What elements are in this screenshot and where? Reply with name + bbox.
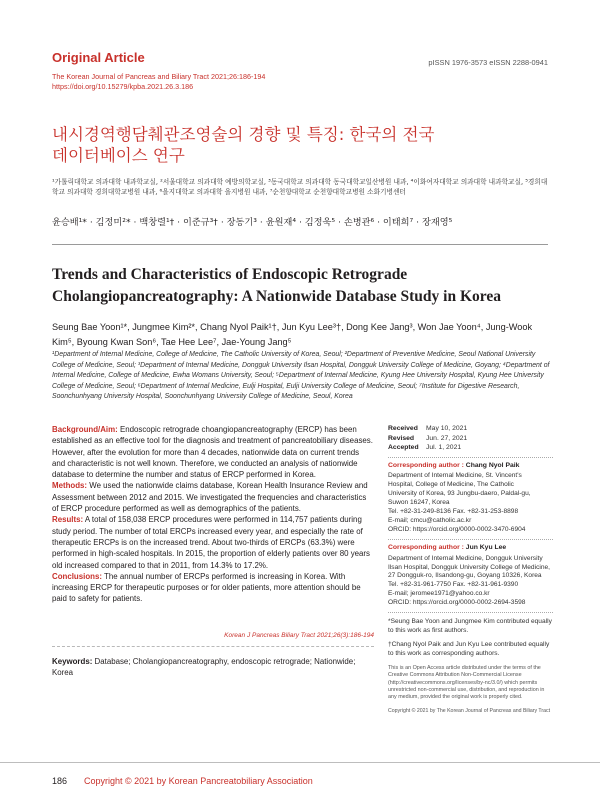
corresponding-author-2 <box>388 544 553 608</box>
abstract-background <box>52 424 374 480</box>
history-accepted <box>388 443 553 453</box>
abstract <box>52 424 374 605</box>
article-info-sidebar <box>388 424 553 715</box>
history-date: Jun. 27, 2021 <box>426 434 468 442</box>
abstract-citation: Korean J Pancreas Biliary Tract 2021;26(3):186-194 <box>224 632 374 639</box>
english-affiliation: ¹Department of Internal Medicine, College of Medicine, The Catholic University of Korea, Seoul; ²Department of Preventive Medicine, Seoul National University College of Medicine, Seoul; ³Department of Internal Medicine, Dongguk University Ilsan Hospital, Dongguk University College of Medicine, Goyang; ⁴Department of Internal Medicine, College of Medicine, Ewha Womans University, Seoul; ⁵Department of Internal Medicine, Kyung Hee University Hospital, Kyung Hee University College of Medicine, Seoul; ⁶Department of Internal Medicine, Eulji Hospital, Eulji University College of Medicine, Seoul; ⁷Institute for Digestive Research, Soonchunhyang University Hospital, Soonchunhyang University College of Medicine, Seoul, Korea <box>52 351 550 401</box>
keywords-label: Keywords: <box>52 657 93 666</box>
page-number: 186 <box>52 776 68 786</box>
abstract-results <box>52 514 374 570</box>
corresponding-label: Corresponding author : <box>388 461 466 469</box>
corresponding-label: Corresponding author : <box>388 543 466 551</box>
corr-line: Suwon 16247, Korea <box>388 499 450 507</box>
korean-title-line-1: 내시경역행담췌관조영술의 경향 및 특징: 한국의 전국 <box>52 125 435 144</box>
footer-divider <box>0 762 600 763</box>
corr-tel: Tel. +82-31-249-8136 Fax. +82-31-253-8898 <box>388 508 519 516</box>
korean-title-line-2: 데이터베이스 연구 <box>52 146 185 165</box>
article-type: Original Article <box>52 50 145 65</box>
conclusions-text: The annual number of ERCPs performed is increasing in Korea. With increasing ERCP for therapeutic purposes or for older patients, more attention should be paid to safety for patients. <box>52 571 361 604</box>
abstract-methods <box>52 480 374 514</box>
corr-email[interactable]: E-mail; jeromee1971@yahoo.co.kr <box>388 590 490 598</box>
history-label: Accepted <box>388 444 419 451</box>
sidebar-divider <box>388 539 553 540</box>
conclusions-label: Conclusions: <box>52 571 102 581</box>
section-divider <box>52 244 548 245</box>
results-label: Results: <box>52 515 84 525</box>
sidebar-copyright: Copyright © 2021 by The Korean Journal of Pancreas and Biliary Tract <box>388 707 551 714</box>
corr-orcid[interactable]: ORCID: https://orcid.org/0000-0002-2694-3598 <box>388 599 526 607</box>
results-text: A total of 158,038 ERCP procedures were performed in 114,757 patients during study period. The number of total ERCPs increased every year, and especially the rate of therapeutic ERCPs is on the increased trend. About two-thirds of ERCPs (63.3%) were performed in high-scaled hospitals. In 2015, the proportion of elderly patients over 80 years old increased compared to that in 2011, from 14.3% to 17.2%. <box>52 515 371 570</box>
methods-text: We used the nationwide claims database, Korean Health Insurance Review and Assessment between 2012 and 2015. We investigated the frequencies and characteristics of ERCP procedure performed as well as demographics of the patients. <box>52 481 368 514</box>
history-label: Received <box>388 425 418 432</box>
corr-orcid[interactable]: ORCID: https://orcid.org/0000-0002-3470-6904 <box>388 525 526 533</box>
corr-line: University of Korea, 93 Jungbu-daero, Paldal-gu, <box>388 490 531 498</box>
equal-contribution-note-2: †Chang Nyol Paik and Jun Kyu Lee contributed equally to this work as corresponding authors. <box>388 640 550 657</box>
corr-email[interactable]: E-mail; cmcu@catholic.ac.kr <box>388 516 472 524</box>
english-authors: Seung Bae Yoon¹*, Jungmee Kim²*, Chang Nyol Paik¹†, Jun Kyu Lee³†, Dong Kee Jang³, Won Jae Yoon⁴, Jung-Wook Kim⁵, Byoung Kwan Son⁶, Tae Hee Lee⁷, Jae-Young Jang⁵ <box>52 322 533 347</box>
keywords <box>52 656 374 679</box>
english-title: Trends and Characteristics of Endoscopic Retrograde Cholangiopancreatography: A Nationwide Database Study in Korea <box>52 266 501 305</box>
background-label: Background/Aim: <box>52 425 118 434</box>
corr-tel: Tel. +82-31-961-7750 Fax. +82-31-961-9390 <box>388 581 519 589</box>
footer-copyright: Copyright © 2021 by Korean Pancreatobiliary Association <box>84 776 313 786</box>
corr-line: Department of Internal Medicine, Dongguk University <box>388 554 543 562</box>
corresponding-name: Jun Kyu Lee <box>465 543 507 551</box>
history-date: May 10, 2021 <box>426 425 468 432</box>
background-text: Endoscopic retrograde choangiopancreatography (ERCP) has been established as an effective tool for the diagnosis and treatment of pancreatobiliary diseases. However, after the evolution for more than 4 decades, nationwide data on current trends and characteristic is not well known. Therefore, we conducted an analysis of nationwide database to determine the number and status of ERCP performed in Korea. <box>52 425 373 480</box>
korean-affiliation: ¹가톨릭대학교 의과대학 내과학교실, ²서울대학교 의과대학 예방의학교실, ³동국대학교 의과대학 동국대학교일산병원 내과, ⁴이화여자대학교 의과대학 내과학교실, ⁵경희대학교 의과대학 경희대학교병원 내과, ⁶을지대학교 의과대학 을지병원 내과, ⁷순천향대학교 순천향대학교병원 소화기병센터 <box>52 178 548 196</box>
open-access-notice: This is an Open Access article distributed under the terms of the Creative Commons Attribution Non-Commercial License (http://creativecommons.org/licenses/by-nc/3.0/) which permits unrestricted non-commercial use, distribution, and reproduction in any medium, provided the original work is properly cited. <box>388 664 545 701</box>
sidebar-divider <box>388 457 553 458</box>
corresponding-name: Chang Nyol Paik <box>465 461 520 469</box>
corr-line: Ilsan Hospital, Dongguk University College of Medicine, <box>388 563 550 571</box>
sidebar-divider <box>388 612 553 613</box>
methods-label: Methods: <box>52 481 88 491</box>
equal-contribution-note-1: *Seung Bae Yoon and Jungmee Kim contributed equally to this work as first authors. <box>388 618 552 634</box>
keywords-text: Database; Cholangiopancreatography, endoscopic retrograde; Nationwide; Korea <box>52 657 356 678</box>
korean-authors: 윤승배¹* · 김정미²* · 백창렬¹† · 이준규³† · 장동기³ · 윤원재⁴ · 김정욱⁵ · 손병관⁶ · 이태희⁷ · 장재영⁵ <box>52 217 453 228</box>
corresponding-author-1 <box>388 462 553 535</box>
abstract-conclusions <box>52 571 374 605</box>
history-received <box>388 424 553 434</box>
history-label: Revised <box>388 434 415 442</box>
issn: pISSN 1976-3573 eISSN 2288-0941 <box>428 58 548 67</box>
corr-line: 27 Dongguk-ro, Ilsandong-gu, Goyang 10326, Korea <box>388 572 542 580</box>
corr-line: Department of Internal Medicine, St. Vincent's <box>388 472 522 480</box>
journal-citation: The Korean Journal of Pancreas and Biliary Tract 2021;26:186-194 <box>52 72 266 81</box>
keywords-divider <box>52 646 374 647</box>
korean-title <box>52 124 552 166</box>
doi-link[interactable]: https://doi.org/10.15279/kpba.2021.26.3.186 <box>52 82 194 91</box>
history-revised <box>388 434 553 444</box>
history-date: Jul. 1, 2021 <box>426 444 462 451</box>
corr-line: Hospital, College of Medicine, The Catholic <box>388 481 514 489</box>
